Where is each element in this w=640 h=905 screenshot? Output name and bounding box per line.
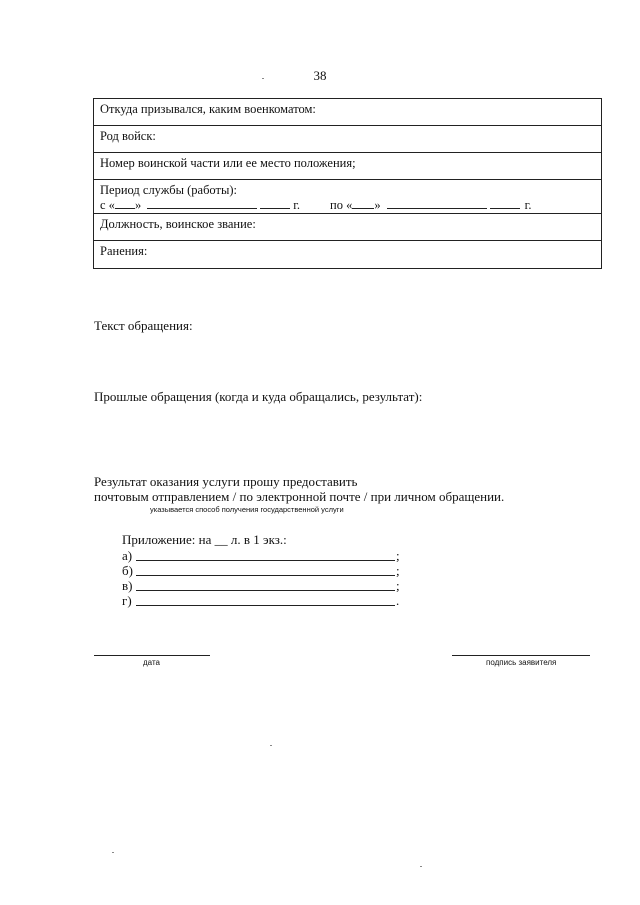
attachment-item-letter: б) [122,563,133,578]
appeal-text-label: Текст обращения: [94,318,193,333]
scan-speck [420,866,422,867]
period-to-quote-close: » [374,198,381,212]
position-rank-label: Должность, воинское звание: [100,217,256,231]
wounds-label: Ранения: [100,244,148,258]
date-caption: дата [143,658,160,667]
attachment-item-blank[interactable] [136,560,395,561]
page-number: 38 [313,68,327,83]
period-from-prefix: с « [100,198,115,212]
date-signature-line[interactable] [94,655,210,656]
attachment-item-letter: в) [122,578,133,593]
military-service-table [93,98,602,269]
attachment-item-end: ; [396,563,400,578]
table-row [94,153,602,180]
conscription-office-label: Откуда призывался, каким военкоматом: [100,102,316,116]
attachment-item-end: . [396,593,400,608]
attachment-item-end: ; [396,578,400,593]
conscription-office-field[interactable] [94,99,602,126]
attachment-item-letter: г) [122,593,132,608]
period-to-month-blank[interactable] [387,197,487,209]
period-to-prefix: по « [330,198,353,212]
period-to-day-blank[interactable] [352,197,374,209]
attachment-item [122,548,402,564]
result-delivery-hint: указывается способ получения государственной услуги [150,505,344,514]
branch-of-service-field[interactable] [94,126,602,153]
attachment-item [122,563,402,579]
attachment-item-end: ; [396,548,400,563]
period-to-year-blank[interactable] [490,197,520,209]
previous-appeals-label: Прошлые обращения (когда и куда обращались, результат): [94,389,423,404]
result-delivery-line1: Результат оказания услуги прошу предоставить [94,474,358,489]
service-period-dates [100,197,595,212]
military-unit-field[interactable] [94,153,602,180]
period-from-day-blank[interactable] [115,197,135,209]
period-from-year-blank[interactable] [260,197,290,209]
period-from-month-blank[interactable] [147,197,257,209]
result-delivery-options[interactable]: почтовым отправлением / по электронной почте / при личном обращении. [94,489,505,504]
attachment-title: Приложение: на __ л. в 1 экз.: [122,532,287,547]
table-row [94,126,602,153]
period-to-year-suffix: г. [524,198,532,212]
table-row [94,241,602,269]
period-from-year-suffix: г. [293,198,301,212]
service-period-label: Период службы (работы): [100,183,238,197]
period-from-quote-close: » [134,198,142,212]
branch-of-service-label: Род войск: [100,129,156,143]
scan-speck [112,852,114,853]
scan-speck [270,745,272,746]
signature-caption: подпись заявителя [486,658,557,667]
position-rank-field[interactable] [94,214,602,241]
attachment-item-letter: а) [122,548,133,563]
military-unit-label: Номер воинской части или ее место положения; [100,156,356,170]
attachment-item [122,578,402,594]
scan-speck [262,78,264,79]
applicant-signature-line[interactable] [452,655,590,656]
attachment-item-blank[interactable] [136,605,395,606]
wounds-field[interactable] [94,241,602,269]
table-row [94,99,602,126]
table-row [94,180,602,214]
attachment-item-blank[interactable] [136,590,395,591]
table-row [94,214,602,241]
attachment-item [122,593,402,609]
service-period-field[interactable] [94,180,602,214]
attachment-item-blank[interactable] [136,575,395,576]
